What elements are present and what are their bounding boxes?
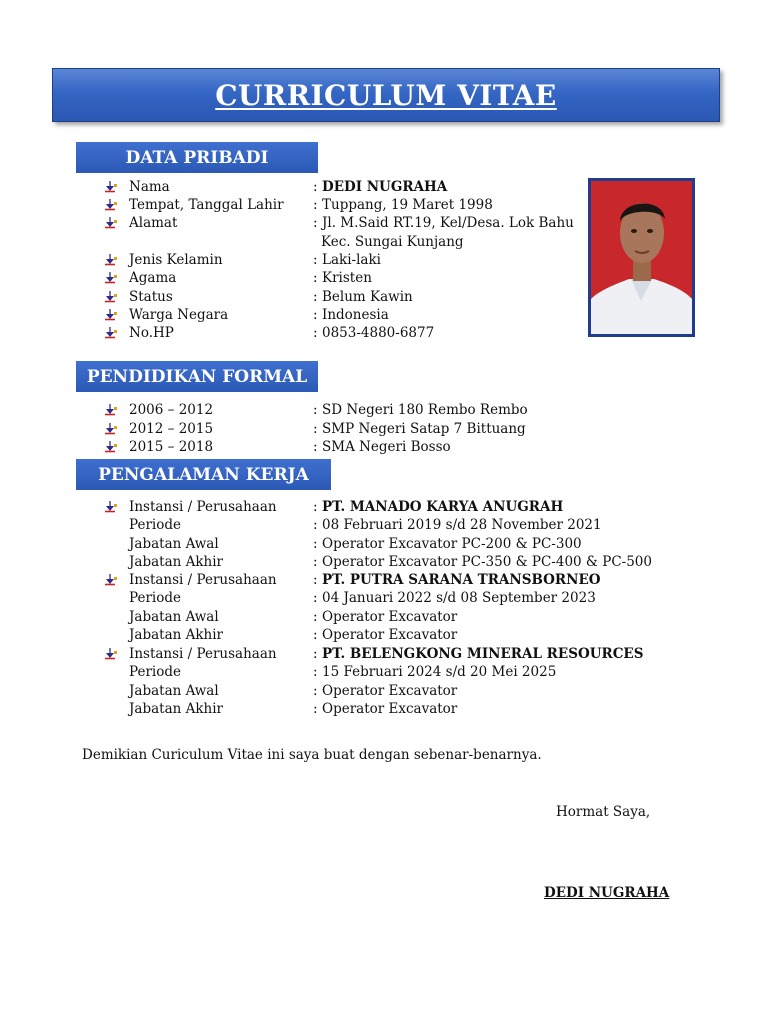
separator: : [313, 701, 318, 717]
field-label: Agama [129, 270, 177, 286]
job-end-position: Operator Excavator PC-350 & PC-400 & PC-500 [322, 554, 652, 570]
separator: : [313, 646, 318, 662]
arrow-bullet-icon [104, 404, 118, 416]
field-label: Jabatan Akhir [129, 554, 224, 570]
field-label: Periode [129, 517, 181, 533]
separator: : [313, 554, 318, 570]
regards-text: Hormat Saya, [556, 804, 651, 820]
job-company: PT. MANADO KARYA ANUGRAH [322, 499, 564, 515]
job-period: 08 Februari 2019 s/d 28 November 2021 [322, 517, 602, 533]
field-label: Jabatan Akhir [129, 627, 224, 643]
field-label: Jenis Kelamin [129, 252, 223, 268]
separator: : [313, 590, 318, 606]
education-school: SMP Negeri Satap 7 Bittuang [322, 421, 526, 437]
separator: : [313, 252, 318, 268]
section-heading-experience [76, 459, 331, 490]
field-label: Instansi / Perusahaan [129, 572, 277, 588]
arrow-bullet-icon [104, 441, 118, 453]
field-value: 0853-4880-6877 [322, 325, 435, 341]
job-end-position: Operator Excavator [322, 701, 458, 717]
field-label: Nama [129, 179, 170, 195]
job-period: 04 Januari 2022 s/d 08 September 2023 [322, 590, 596, 606]
separator: : [313, 517, 318, 533]
education-school: SMA Negeri Bosso [322, 439, 451, 455]
education-years: 2006 – 2012 [129, 402, 214, 418]
arrow-bullet-icon [104, 327, 118, 339]
arrow-bullet-icon [104, 254, 118, 266]
title-banner [52, 68, 720, 122]
separator: : [313, 270, 318, 286]
separator: : [313, 572, 318, 588]
field-value-continued: Kec. Sungai Kunjang [321, 234, 464, 250]
field-label: Jabatan Akhir [129, 701, 224, 717]
arrow-bullet-icon [104, 574, 118, 586]
field-label: Instansi / Perusahaan [129, 499, 277, 515]
field-value: Indonesia [322, 307, 389, 323]
field-label: Jabatan Awal [129, 683, 219, 699]
arrow-bullet-icon [104, 199, 118, 211]
separator: : [313, 402, 318, 418]
field-label: Instansi / Perusahaan [129, 646, 277, 662]
job-period: 15 Februari 2024 s/d 20 Mei 2025 [322, 664, 557, 680]
education-years: 2015 – 2018 [129, 439, 214, 455]
field-label: Status [129, 289, 173, 305]
field-value: Laki-laki [322, 252, 381, 268]
page-title: CURRICULUM VITAE [215, 78, 557, 112]
job-start-position: Operator Excavator [322, 683, 458, 699]
separator: : [313, 664, 318, 680]
separator: : [313, 683, 318, 699]
field-value-name: DEDI NUGRAHA [322, 179, 448, 195]
job-end-position: Operator Excavator [322, 627, 458, 643]
field-value: Kristen [322, 270, 372, 286]
separator: : [313, 289, 318, 305]
job-start-position: Operator Excavator PC-200 & PC-300 [322, 536, 582, 552]
field-label: Alamat [129, 215, 178, 231]
education-years: 2012 – 2015 [129, 421, 214, 437]
field-label: No.HP [129, 325, 174, 341]
signature-name: DEDI NUGRAHA [544, 885, 670, 901]
field-label: Jabatan Awal [129, 609, 219, 625]
separator: : [313, 197, 318, 213]
section-heading-label: DATA PRIBADI [125, 147, 269, 168]
arrow-bullet-icon [104, 291, 118, 303]
section-heading-label: PENGALAMAN KERJA [98, 464, 309, 485]
job-company: PT. BELENGKONG MINERAL RESOURCES [322, 646, 644, 662]
separator: : [313, 421, 318, 437]
section-heading-personal [76, 142, 318, 173]
separator: : [313, 536, 318, 552]
separator: : [313, 627, 318, 643]
field-value: Jl. M.Said RT.19, Kel/Desa. Lok Bahu [322, 215, 574, 231]
field-label: Jabatan Awal [129, 536, 219, 552]
arrow-bullet-icon [104, 648, 118, 660]
field-label: Tempat, Tanggal Lahir [129, 197, 284, 213]
arrow-bullet-icon [104, 181, 118, 193]
separator: : [313, 325, 318, 341]
separator: : [313, 179, 318, 195]
arrow-bullet-icon [104, 501, 118, 513]
field-value: Belum Kawin [322, 289, 413, 305]
separator: : [313, 307, 318, 323]
arrow-bullet-icon [104, 309, 118, 321]
arrow-bullet-icon [104, 217, 118, 229]
arrow-bullet-icon [104, 272, 118, 284]
section-heading-education [76, 361, 318, 392]
education-school: SD Negeri 180 Rembo Rembo [322, 402, 528, 418]
separator: : [313, 439, 318, 455]
profile-photo [588, 178, 695, 337]
field-label: Periode [129, 590, 181, 606]
field-value: Tuppang, 19 Maret 1998 [322, 197, 493, 213]
field-label: Periode [129, 664, 181, 680]
field-label: Warga Negara [129, 307, 229, 323]
job-start-position: Operator Excavator [322, 609, 458, 625]
separator: : [313, 215, 318, 231]
arrow-bullet-icon [104, 423, 118, 435]
section-heading-label: PENDIDIKAN FORMAL [86, 366, 308, 387]
separator: : [313, 499, 318, 515]
closing-statement: Demikian Curiculum Vitae ini saya buat dengan sebenar-benarnya. [82, 747, 542, 763]
separator: : [313, 609, 318, 625]
job-company: PT. PUTRA SARANA TRANSBORNEO [322, 572, 601, 588]
profile-photo-image [591, 181, 692, 334]
